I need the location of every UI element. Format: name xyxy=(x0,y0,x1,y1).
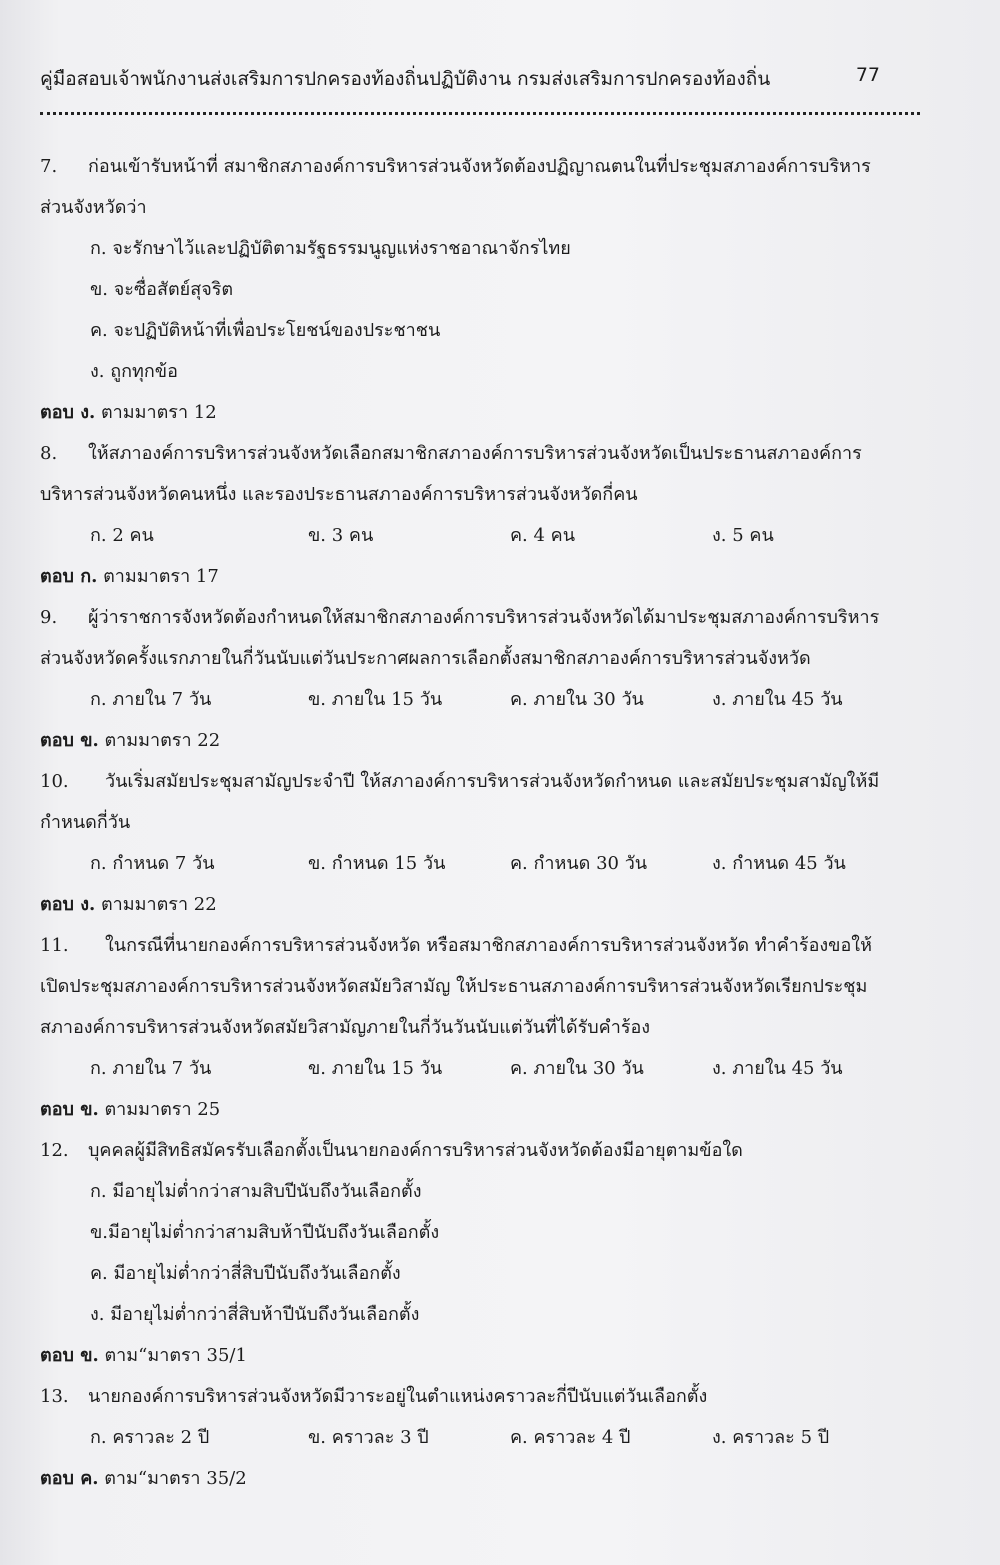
answer-option: ง. กำหนด 45 วัน xyxy=(712,853,846,874)
answer-options xyxy=(40,228,920,392)
answer-reference: ตามมาตรา 17 xyxy=(97,566,219,587)
answer-label: ตอบ ข. xyxy=(40,1099,99,1120)
question-number: 12. xyxy=(40,1140,69,1161)
question-line xyxy=(40,761,920,802)
answer-label: ตอบ ก. xyxy=(40,566,98,587)
answer-key xyxy=(40,1089,920,1130)
question-text: ผู้ว่าราชการจังหวัดต้องกำหนดให้สมาชิกสภาองค์การบริหารส่วนจังหวัดได้มาประชุมสภาองค์การบริหาร xyxy=(88,607,880,628)
answer-option: ง. คราวละ 5 ปี xyxy=(712,1427,830,1448)
answer-options xyxy=(40,515,920,556)
answer-option: ง. ถูกทุกข้อ xyxy=(90,361,178,382)
answer-label: ตอบ ง. xyxy=(40,402,96,423)
question-line xyxy=(40,597,920,638)
dotted-divider xyxy=(40,112,920,115)
answer-option: ค. คราวละ 4 ปี xyxy=(510,1427,631,1448)
answer-option: ข. คราวละ 3 ปี xyxy=(308,1427,429,1448)
question-line xyxy=(40,146,920,187)
answer-option: ข. ภายใน 15 วัน xyxy=(308,689,443,710)
question-list xyxy=(40,146,920,1499)
answer-option: ง. มีอายุไม่ต่ำกว่าสี่สิบห้าปีนับถึงวันเลือกตั้ง xyxy=(90,1304,420,1325)
question-text: ในกรณีที่นายกองค์การบริหารส่วนจังหวัด หรือสมาชิกสภาองค์การบริหารส่วนจังหวัด ทำคำร้องขอให้ xyxy=(105,935,872,956)
book-title: คู่มือสอบเจ้าพนักงานส่งเสริมการปกครองท้องถิ่นปฏิบัติงาน กรมส่งเสริมการปกครองท้องถิ่น xyxy=(40,68,771,90)
answer-option: ก. ภายใน 7 วัน xyxy=(90,1058,212,1079)
question-line xyxy=(40,802,920,843)
question-line xyxy=(40,966,920,1007)
question-number: 10. xyxy=(40,771,69,792)
question-text: ก่อนเข้ารับหน้าที่ สมาชิกสภาองค์การบริหารส่วนจังหวัดต้องปฏิญาณตนในที่ประชุมสภาองค์การบริหาร xyxy=(88,156,871,177)
answer-option: ค. ภายใน 30 วัน xyxy=(510,689,644,710)
answer-key xyxy=(40,392,920,433)
answer-option: ก. จะรักษาไว้และปฏิบัติตามรัฐธรรมนูญแห่งราชอาณาจักรไทย xyxy=(90,238,571,259)
question-text: ส่วนจังหวัดครั้งแรกภายในกี่วันนับแต่วันประกาศผลการเลือกตั้งสมาชิกสภาองค์การบริหารส่วนจังหวัด xyxy=(40,648,811,669)
question-line xyxy=(40,1007,920,1048)
answer-options xyxy=(40,843,920,884)
question-line xyxy=(40,925,920,966)
question-block xyxy=(40,597,920,761)
answer-option: ก. คราวละ 2 ปี xyxy=(90,1427,210,1448)
question-text: สภาองค์การบริหารส่วนจังหวัดสมัยวิสามัญภายในกี่วันวันนับแต่วันที่ได้รับคำร้อง xyxy=(40,1017,651,1038)
question-number: 7. xyxy=(40,156,58,177)
question-line xyxy=(40,1130,920,1171)
question-line xyxy=(40,474,920,515)
answer-key xyxy=(40,720,920,761)
question-text: กำหนดกี่วัน xyxy=(40,812,131,833)
question-block xyxy=(40,1130,920,1376)
question-line xyxy=(40,187,920,228)
question-text: ส่วนจังหวัดว่า xyxy=(40,197,147,218)
answer-option: ง. 5 คน xyxy=(712,525,774,546)
answer-option: ค. ภายใน 30 วัน xyxy=(510,1058,644,1079)
question-text: วันเริ่มสมัยประชุมสามัญประจำปี ให้สภาองค์การบริหารส่วนจังหวัดกำหนด และสมัยประชุมสามัญให้มี xyxy=(105,771,880,792)
answer-option: ข. 3 คน xyxy=(308,525,374,546)
answer-option: ข. ภายใน 15 วัน xyxy=(308,1058,443,1079)
answer-option: ค. จะปฏิบัติหน้าที่เพื่อประโยชน์ของประชาชน xyxy=(90,320,441,341)
answer-options xyxy=(40,679,920,720)
answer-options xyxy=(40,1048,920,1089)
answer-option: ค. 4 คน xyxy=(510,525,576,546)
running-header xyxy=(40,64,880,94)
answer-key xyxy=(40,556,920,597)
answer-key xyxy=(40,1458,920,1499)
question-block xyxy=(40,761,920,925)
answer-option: ก. ภายใน 7 วัน xyxy=(90,689,212,710)
answer-reference: ตามมาตรา 22 xyxy=(98,730,221,751)
question-text: บุคคลผู้มีสิทธิสมัครรับเลือกตั้งเป็นนายกองค์การบริหารส่วนจังหวัดต้องมีอายุตามข้อใด xyxy=(88,1140,743,1161)
question-text: นายกองค์การบริหารส่วนจังหวัดมีวาระอยู่ในตำแหน่งคราวละกี่ปีนับแต่วันเลือกตั้ง xyxy=(88,1386,708,1407)
question-number: 11. xyxy=(40,935,69,956)
answer-label: ตอบ ค. xyxy=(40,1468,99,1489)
answer-reference: ตาม“มาตรา 35/2 xyxy=(98,1468,247,1489)
answer-option: ค. มีอายุไม่ต่ำกว่าสี่สิบปีนับถึงวันเลือกตั้ง xyxy=(90,1263,401,1284)
answer-option: ข. จะซื่อสัตย์สุจริต xyxy=(90,279,234,300)
question-line xyxy=(40,638,920,679)
answer-label: ตอบ ง. xyxy=(40,894,96,915)
answer-option: ข.มีอายุไม่ต่ำกว่าสามสิบห้าปีนับถึงวันเลือกตั้ง xyxy=(90,1222,440,1243)
answer-key xyxy=(40,1335,920,1376)
answer-options xyxy=(40,1417,920,1458)
answer-reference: ตาม“มาตรา 35/1 xyxy=(98,1345,247,1366)
question-line xyxy=(40,1376,920,1417)
answer-option: ข. กำหนด 15 วัน xyxy=(308,853,446,874)
answer-options xyxy=(40,1171,920,1335)
question-block xyxy=(40,433,920,597)
question-number: 8. xyxy=(40,443,58,464)
question-line xyxy=(40,433,920,474)
answer-option: ค. กำหนด 30 วัน xyxy=(510,853,648,874)
answer-label: ตอบ ข. xyxy=(40,730,99,751)
answer-key xyxy=(40,884,920,925)
answer-label: ตอบ ข. xyxy=(40,1345,99,1366)
question-text: เปิดประชุมสภาองค์การบริหารส่วนจังหวัดสมัยวิสามัญ ให้ประธานสภาองค์การบริหารส่วนจังหวัดเรียกประชุม xyxy=(40,976,868,997)
answer-reference: ตามมาตรา 12 xyxy=(95,402,217,423)
answer-option: ก. กำหนด 7 วัน xyxy=(90,853,215,874)
question-number: 9. xyxy=(40,607,58,628)
answer-option: ก. มีอายุไม่ต่ำกว่าสามสิบปีนับถึงวันเลือกตั้ง xyxy=(90,1181,422,1202)
answer-option: ง. ภายใน 45 วัน xyxy=(712,689,843,710)
question-block xyxy=(40,925,920,1130)
question-block xyxy=(40,1376,920,1499)
answer-option: ง. ภายใน 45 วัน xyxy=(712,1058,843,1079)
question-text: ให้สภาองค์การบริหารส่วนจังหวัดเลือกสมาชิกสภาองค์การบริหารส่วนจังหวัดเป็นประธานสภาองค์การ xyxy=(88,443,862,464)
question-number: 13. xyxy=(40,1386,69,1407)
answer-option: ก. 2 คน xyxy=(90,525,154,546)
question-text: บริหารส่วนจังหวัดคนหนึ่ง และรองประธานสภาองค์การบริหารส่วนจังหวัดกี่คน xyxy=(40,484,638,505)
answer-reference: ตามมาตรา 25 xyxy=(98,1099,221,1120)
question-block xyxy=(40,146,920,433)
answer-reference: ตามมาตรา 22 xyxy=(95,894,217,915)
page-number: 77 xyxy=(855,64,880,86)
